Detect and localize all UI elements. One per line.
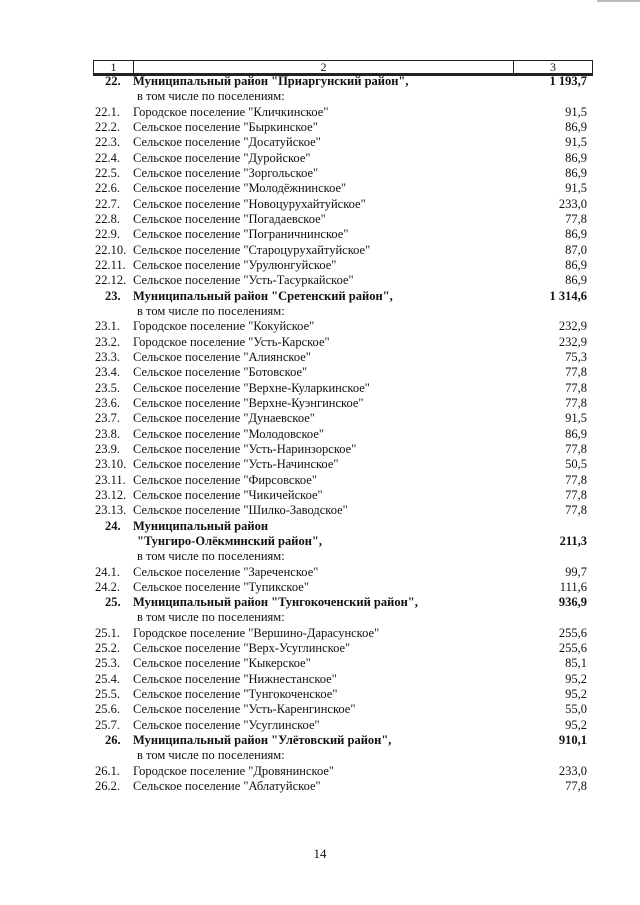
settlement-row [93,473,593,488]
row-name: Сельское поселение "Урулюнгуйское" [133,257,337,272]
row-value: 95,2 [565,671,587,686]
row-name: Сельское поселение "Дуройское" [133,150,311,165]
row-number: 23.6. [95,395,120,410]
settlement-row [93,105,593,120]
row-number: 26.1. [95,763,120,778]
settlement-row [93,335,593,350]
row-value: 233,0 [558,196,587,211]
row-number: 24.1. [95,564,120,579]
row-value: 85,1 [565,656,587,671]
row-number: 25.1. [95,625,120,640]
row-name: Городское поселение "Дровянинское" [133,763,335,778]
row-value: 86,9 [565,273,587,288]
header-col-3: 3 [550,60,556,74]
page-number: 14 [313,846,327,861]
settlement-row [93,166,593,181]
row-number: 23.2. [95,334,120,349]
row-value: 91,5 [565,411,587,426]
row-number: 23. [105,288,121,303]
row-value: 77,8 [565,779,587,794]
row-value: 77,8 [565,395,587,410]
row-name: Сельское поселение "Староцурухайтуйское" [133,242,371,257]
row-name: в том числе по поселениям: [137,549,285,564]
row-number: 22.12. [95,273,127,288]
row-name: Сельское поселение "Досатуйское" [133,135,321,150]
settlement-row [93,319,593,334]
row-name: Городское поселение "Кличкинское" [133,104,329,119]
district-row [93,534,593,549]
row-value: 211,3 [559,533,587,548]
settlement-row [93,243,593,258]
row-value: 77,8 [565,472,587,487]
row-number: 25. [105,595,121,610]
settlement-row [93,151,593,166]
row-name: Муниципальный район "Сретенский район", [133,288,393,303]
row-number: 25.6. [95,702,120,717]
row-name: Муниципальный район [133,518,269,533]
settlement-row [93,565,593,580]
district-row [93,74,593,89]
row-name: Сельское поселение "Усть-Наринзорское" [133,441,357,456]
row-number: 22.11. [95,257,126,272]
settlement-row [93,396,593,411]
row-name: Сельское поселение "Погадаевское" [133,211,326,226]
row-name: Сельское поселение "Алиянское" [133,349,311,364]
row-value: 86,9 [565,150,587,165]
header-col-2: 2 [134,61,514,73]
row-number: 25.3. [95,656,120,671]
row-number: 23.12. [95,487,127,502]
row-name: Сельское поселение "Аблатуйское" [133,779,321,794]
row-name: Сельское поселение "Верхне-Куэнгинское" [133,395,364,410]
subheading-row [93,549,593,564]
settlement-row [93,702,593,717]
row-number: 23.11. [95,472,126,487]
row-name: Сельское поселение "Усуглинское" [133,717,320,732]
row-value: 77,8 [565,380,587,395]
district-row [93,595,593,610]
row-name: Сельское поселение "Усть-Тасуркайское" [133,273,354,288]
header-col-1: 1 [94,61,134,73]
row-value: 77,8 [565,211,587,226]
row-value: 95,2 [565,717,587,732]
row-value: 1 193,7 [549,74,587,88]
row-number: 23.10. [95,457,127,472]
row-number: 26. [105,733,121,748]
row-number: 22.4. [95,150,120,165]
subheading-row [93,89,593,104]
row-name: в том числе по поселениям: [137,610,285,625]
row-value: 86,9 [565,119,587,134]
row-name: Сельское поселение "Ботовское" [133,365,308,380]
row-name: Сельское поселение "Нижнестанское" [133,671,337,686]
row-name: Сельское поселение "Зоргольское" [133,165,319,180]
settlement-row [93,672,593,687]
settlement-row [93,764,593,779]
row-value: 86,9 [565,257,587,272]
subheading-row [93,304,593,319]
row-value: 91,5 [565,104,587,119]
row-value: 77,8 [565,487,587,502]
row-name: Муниципальный район "Приаргунский район", [133,74,409,88]
row-number: 22.8. [95,211,120,226]
settlement-row [93,212,593,227]
row-number: 23.4. [95,365,120,380]
row-number: 24.2. [95,579,120,594]
row-number: 22.2. [95,119,120,134]
settlement-row [93,365,593,380]
row-value: 255,6 [558,625,587,640]
row-value: 232,9 [558,319,587,334]
row-number: 26.2. [95,779,120,794]
row-value: 55,0 [565,702,587,717]
row-name: Городское поселение "Кокуйское" [133,319,315,334]
row-name: Сельское поселение "Тупикское" [133,579,309,594]
row-number: 22.10. [95,242,127,257]
row-number: 25.7. [95,717,120,732]
table-header-row [93,60,593,74]
row-name: Сельское поселение "Усть-Начинское" [133,457,339,472]
row-number: 23.7. [95,411,120,426]
row-name: Сельское поселение "Дунаевское" [133,411,315,426]
row-value: 77,8 [565,365,587,380]
settlement-row [93,350,593,365]
row-number: 22.7. [95,196,120,211]
row-value: 91,5 [565,181,587,196]
row-number: 22.6. [95,181,120,196]
row-name: Сельское поселение "Усть-Каренгинское" [133,702,356,717]
row-value: 233,0 [558,763,587,778]
settlement-row [93,488,593,503]
row-name: Сельское поселение "Верх-Усуглинское" [133,641,351,656]
row-name: Сельское поселение "Шилко-Заводское" [133,503,348,518]
row-number: 23.13. [95,503,127,518]
district-row [93,289,593,304]
settlement-row [93,656,593,671]
row-number: 23.9. [95,441,120,456]
row-value: 1 314,6 [549,288,587,303]
row-number: 23.5. [95,380,120,395]
settlement-row [93,427,593,442]
district-row [93,733,593,748]
settlement-row [93,135,593,150]
district-row [93,519,593,534]
row-value: 86,9 [565,227,587,242]
row-value: 86,9 [565,426,587,441]
row-number: 22. [105,74,121,88]
row-name: Сельское поселение "Быркинское" [133,119,318,134]
row-value: 77,8 [565,503,587,518]
settlement-row [93,442,593,457]
row-name: Сельское поселение "Чикичейское" [133,487,323,502]
row-value: 99,7 [565,564,587,579]
row-value: 255,6 [558,641,587,656]
row-number: 22.1. [95,104,120,119]
settlement-row [93,273,593,288]
row-number: 25.4. [95,671,120,686]
row-name: Сельское поселение "Молодёжнинское" [133,181,347,196]
row-number: 23.8. [95,426,120,441]
table-body [93,74,593,794]
settlement-row [93,411,593,426]
settlement-row [93,718,593,733]
row-value: 111,6 [559,579,587,594]
row-name: Сельское поселение "Фирсовское" [133,472,317,487]
corner-mark [597,0,640,2]
row-name: Городское поселение "Усть-Карское" [133,334,330,349]
allocation-table [93,60,593,794]
row-value: 75,3 [565,349,587,364]
row-number: 22.5. [95,165,120,180]
settlement-row [93,687,593,702]
row-value: 936,9 [558,595,587,610]
row-number: 23.3. [95,349,120,364]
settlement-row [93,580,593,595]
row-name: в том числе по поселениям: [137,89,285,104]
settlement-row [93,120,593,135]
row-name: в том числе по поселениям: [137,303,285,318]
row-name: Сельское поселение "Пограничнинское" [133,227,349,242]
settlement-row [93,381,593,396]
subheading-row [93,748,593,763]
settlement-row [93,197,593,212]
row-number: 23.1. [95,319,120,334]
row-value: 91,5 [565,135,587,150]
settlement-row [93,626,593,641]
row-name: Сельское поселение "Тунгокоченское" [133,687,338,702]
row-name: в том числе по поселениям: [137,748,285,763]
row-name: Муниципальный район "Тунгокоченский район", [133,595,418,610]
row-number: 22.3. [95,135,120,150]
settlement-row [93,258,593,273]
row-number: 22.9. [95,227,120,242]
settlement-row [93,227,593,242]
settlement-row [93,503,593,518]
row-name: Муниципальный район "Улётовский район", [133,733,392,748]
row-number: 25.5. [95,687,120,702]
row-value: 77,8 [565,441,587,456]
settlement-row [93,641,593,656]
row-value: 86,9 [565,165,587,180]
settlement-row [93,181,593,196]
row-number: 24. [105,518,121,533]
row-name: Сельское поселение "Зареченское" [133,564,319,579]
settlement-row [93,779,593,794]
row-value: 50,5 [565,457,587,472]
row-value: 910,1 [558,733,587,748]
settlement-row [93,457,593,472]
row-number: 25.2. [95,641,120,656]
subheading-row [93,610,593,625]
row-name: Сельское поселение "Молодовское" [133,426,324,441]
row-name: Сельское поселение "Кыкерское" [133,656,311,671]
row-value: 87,0 [565,242,587,257]
row-name: "Тунгиро-Олёкминский район", [137,533,322,548]
row-value: 95,2 [565,687,587,702]
row-name: Сельское поселение "Новоцурухайтуйское" [133,196,366,211]
row-name: Городское поселение "Вершино-Дарасунское" [133,625,380,640]
row-name: Сельское поселение "Верхне-Куларкинское" [133,380,370,395]
row-value: 232,9 [558,334,587,349]
